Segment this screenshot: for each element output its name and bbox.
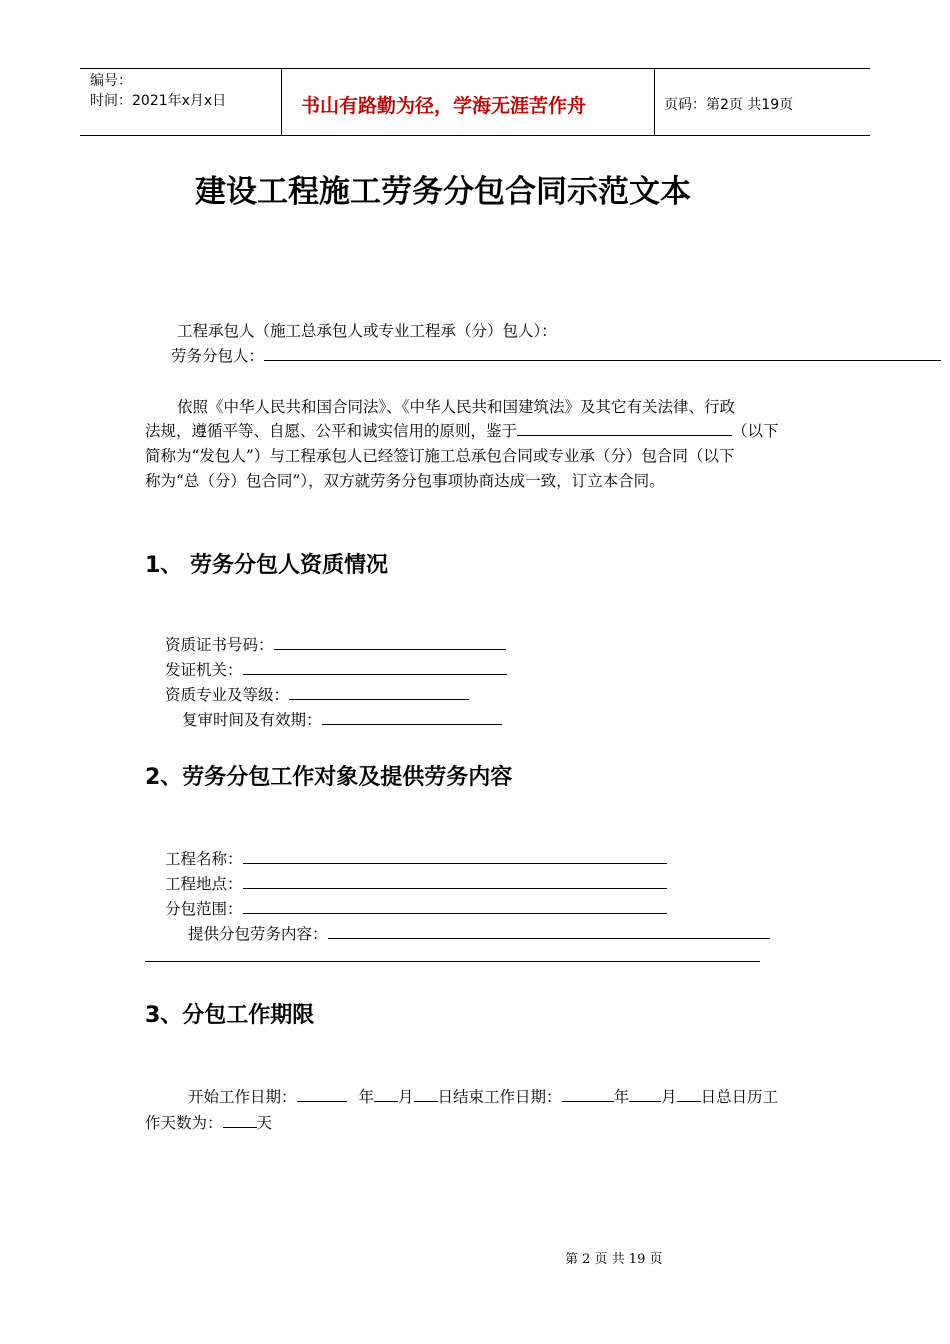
page-footer: 第 2 页 共 19 页 [565,1252,663,1267]
preamble-line-2-text: 法规，遵循平等、自愿、公平和诚实信用的原则，鉴于 [145,422,518,440]
end-year-field[interactable] [562,1086,614,1102]
period-row [188,1085,778,1107]
days-unit: 天 [256,1114,273,1132]
preamble-line-2-tail: （以下 [732,422,779,440]
scope-field[interactable] [243,898,667,914]
preamble-line-1: 依照《中华人民共和国合同法》、《中华人民共和国建筑法》及其它有关法律、行政 [177,398,736,416]
days-field[interactable] [223,1112,257,1128]
project-site-label: 工程地点： [165,875,243,893]
content-field-continuation[interactable] [145,961,760,962]
end-day-field[interactable] [677,1086,701,1102]
header-page-label: 页码：第2页 共19页 [664,97,794,113]
end-date-label: 日结束工作日期： [437,1088,562,1106]
section-3-heading: 3、分包工作期限 [145,1003,315,1028]
total-days-label: 日总日历工 [700,1088,779,1106]
employer-field[interactable] [517,420,732,436]
content-row [188,922,770,944]
cert-no-label: 资质证书号码： [165,636,274,654]
header-top-border [80,68,870,69]
document-title: 建设工程施工劳务分包合同示范文本 [195,174,691,210]
header-time-label: 时间：2021年x月x日 [90,93,227,109]
header-divider-left [281,69,282,136]
scope-row [165,897,667,919]
start-year-field[interactable] [297,1086,347,1102]
start-day-field[interactable] [414,1086,438,1102]
start-month-field[interactable] [374,1086,398,1102]
header-divider-right [654,69,655,136]
cert-no-field[interactable] [274,634,506,650]
project-name-field[interactable] [243,848,667,864]
subcontractor-field[interactable] [264,345,941,361]
scope-label: 分包范围： [165,900,243,918]
contractor-label: 工程承包人（施工总承包人或专业工程承（分）包人）： [177,322,557,340]
section-2-heading: 2、劳务分包工作对象及提供劳务内容 [145,765,513,790]
section-1-heading: 1、 劳务分包人资质情况 [145,553,388,578]
project-site-field[interactable] [243,873,667,889]
start-year-label: 年 [358,1088,375,1106]
end-month-label: 月 [661,1088,677,1106]
end-month-field[interactable] [629,1086,661,1102]
subcontractor-row [171,344,941,366]
issuer-field[interactable] [243,659,507,675]
project-name-label: 工程名称： [165,850,243,868]
preamble-line-3: 简称为“发包人”）与工程承包人已经签订施工总承包合同或专业承（分）包合同（以下 [145,447,735,465]
days-row [145,1111,272,1133]
content-field[interactable] [328,923,770,939]
days-label: 作天数为： [145,1114,223,1132]
specialty-label: 资质专业及等级： [165,686,290,704]
specialty-field[interactable] [289,684,469,700]
preamble-line-2 [145,419,779,441]
content-label: 提供分包劳务内容： [188,925,328,943]
start-month-label: 月 [398,1088,414,1106]
end-year-label: 年 [613,1088,630,1106]
start-date-label: 开始工作日期： [188,1088,297,1106]
project-name-row [165,847,667,869]
specialty-row [165,683,469,705]
review-field[interactable] [322,709,502,725]
cert-no-row [165,633,506,655]
project-site-row [165,872,667,894]
header-motto: 书山有路勤为径，学海无涯苦作舟 [301,95,587,117]
review-row [182,708,502,730]
review-label: 复审时间及有效期： [182,711,322,729]
subcontractor-label: 劳务分包人： [171,347,265,365]
header-bottom-border [80,135,870,136]
header-number-label: 编号： [90,73,132,89]
preamble-line-4: 称为“总（分）包合同”），双方就劳务分包事项协商达成一致，订立本合同。 [145,472,665,490]
issuer-row [165,658,507,680]
issuer-label: 发证机关： [165,661,243,679]
